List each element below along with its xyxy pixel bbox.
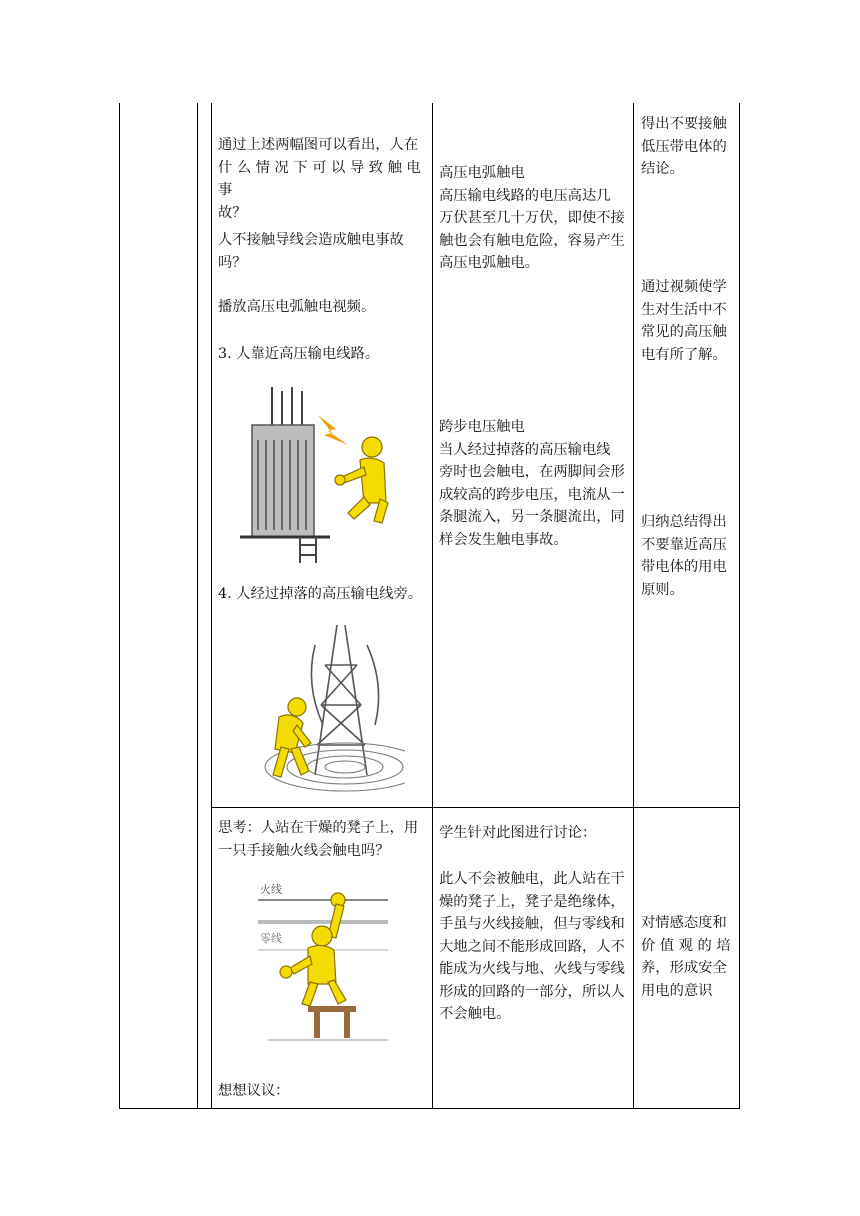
- intent-line: 用电的意识: [641, 982, 713, 999]
- answer-line: 大地之间不能形成回路，人不: [439, 938, 625, 955]
- answer-line: 此人不会被触电，此人站在干: [439, 871, 625, 887]
- answer-line: 不会触电。: [439, 1006, 511, 1022]
- item-4-text: 4. 人经过掉落的高压输电线旁。: [218, 586, 423, 602]
- arc-title: 高压电弧触电: [439, 165, 525, 181]
- step-title: 跨步电压触电: [439, 419, 525, 435]
- design-intent-1: [641, 113, 739, 181]
- intent-line: 常见的高压触: [641, 324, 727, 340]
- intent-line: 带电体的用电: [641, 559, 727, 575]
- teacher-activity-cell-1: [218, 134, 430, 224]
- design-intent-2: [641, 276, 739, 366]
- question-1-line: 通过上述两幅图可以看出，人在: [218, 137, 419, 153]
- design-intent-3: [641, 511, 739, 601]
- intent-line: 归纳总结得出: [641, 514, 727, 530]
- intent-line: 得出不要接触: [641, 116, 727, 132]
- intent-line: 不要靠近高压: [641, 536, 727, 553]
- step-line: 当人经过掉落的高压输电线: [439, 441, 611, 458]
- question-1-line: 故？: [218, 204, 247, 221]
- intent-line: 原则。: [641, 581, 684, 598]
- student-discussion-intro: 学生针对此图进行讨论：: [439, 825, 597, 841]
- arc-line: 高压输电线路的电压高达几: [439, 187, 611, 204]
- column-divider-3: [432, 103, 433, 1109]
- answer-line: 能成为火线与地、火线与零线: [439, 961, 625, 977]
- student-answer: [439, 868, 633, 1026]
- discussion-label: 想想议议：: [218, 1083, 290, 1099]
- step-voltage-explanation: [439, 416, 633, 551]
- column-divider-2: [211, 103, 212, 1109]
- design-intent-4: [641, 912, 739, 1002]
- question-2-line: 人不接触导线会造成触电事故: [218, 232, 404, 248]
- intent-line: 养，形成安全: [641, 960, 727, 976]
- answer-line: 形成的回路的一部分，所以人: [439, 983, 625, 1000]
- arc-line: 万伏甚至几十万伏，即使不接: [439, 210, 625, 226]
- arc-line: 高压电弧触电。: [439, 255, 540, 271]
- question-1-line: 什 么 情 况 下 可 以 导 致 触 电 事: [218, 159, 421, 198]
- table-border-right: [739, 103, 740, 1109]
- step-line: 样会发生触电事故。: [439, 531, 568, 548]
- table-border-left: [119, 103, 120, 1109]
- intent-line: 通过视频使学: [641, 279, 727, 295]
- fallen-line-illustration: [245, 625, 405, 803]
- answer-line: 燥的凳子上，凳子是绝缘体，: [439, 893, 625, 910]
- intent-line: 对情感态度和: [641, 915, 727, 931]
- step-line: 成较高的跨步电压，电流从一: [439, 486, 625, 503]
- play-video-text: 播放高压电弧触电视频。: [218, 299, 376, 315]
- answer-line: 手虽与火线接触，但与零线和: [439, 916, 625, 932]
- intent-line: 结论。: [641, 161, 684, 177]
- question-2: [218, 229, 430, 274]
- column-divider-1: [197, 103, 198, 1109]
- row-divider: [211, 807, 740, 808]
- step-line: 条腿流入，另一条腿流出，同: [439, 509, 625, 525]
- transformer-arc-illustration: [240, 385, 405, 565]
- column-divider-4: [633, 103, 634, 1109]
- item-3-text: 3. 人靠近高压输电线路。: [218, 346, 380, 362]
- step-line: 旁时也会触电，在两脚间会形: [439, 464, 625, 480]
- intent-line: 生对生活中不: [641, 301, 727, 318]
- stool-live-wire-illustration: [258, 878, 390, 1050]
- think-question: [218, 817, 430, 862]
- fire-wire-label: 火线: [260, 883, 282, 896]
- arc-line: 触也会有触电危险，容易产生: [439, 232, 625, 249]
- intent-line: 电有所了解。: [641, 346, 727, 363]
- intent-line: 价 值 观 的 培: [641, 937, 731, 954]
- question-2-line: 吗？: [218, 254, 247, 271]
- think-line: 一只手接触火线会触电吗？: [218, 842, 390, 859]
- intent-line: 低压带电体的: [641, 138, 727, 155]
- think-line: 思考：人站在干燥的凳子上，用: [218, 820, 419, 836]
- neutral-wire-label: 零线: [260, 932, 282, 945]
- table-border-bottom: [119, 1108, 740, 1109]
- high-voltage-arc-explanation: [439, 162, 633, 275]
